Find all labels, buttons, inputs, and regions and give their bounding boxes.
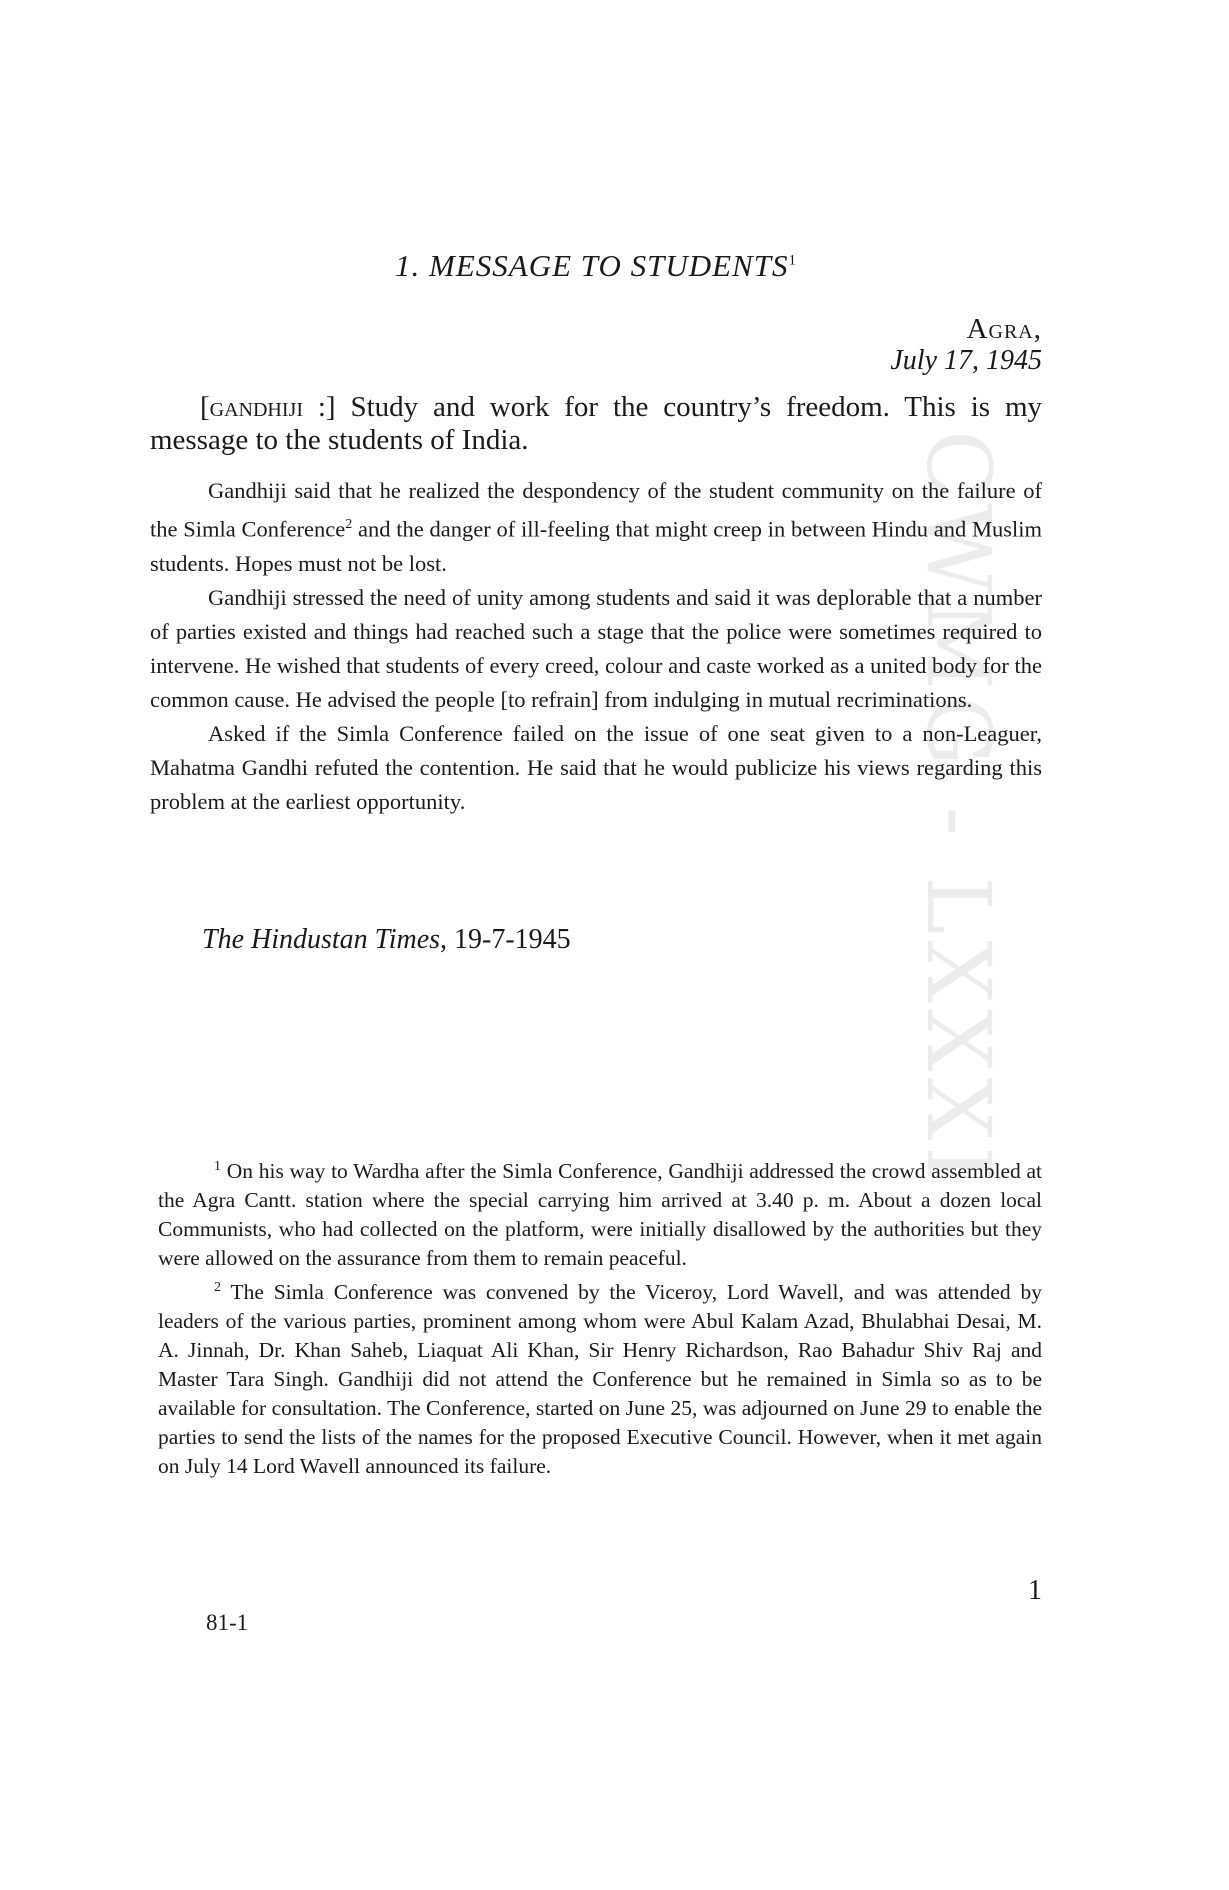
report-body	[150, 474, 1042, 819]
watermark: CWMG - LXXXI	[907, 430, 1010, 1188]
lead-speaker: [gandhiji :]	[200, 391, 336, 423]
footnote-number: 2	[214, 1280, 221, 1296]
dateline-place: Agra,	[966, 313, 1042, 345]
footnote-number: 1	[214, 1159, 221, 1174]
page-number: 1	[1028, 1575, 1042, 1606]
report-paragraph: Asked if the Simla Conference failed on the issue of one seat given to a non-Leaguer, Mahatma Gandhi refuted the contention. He said that he would publicize his views regarding this problem at the earliest opportunity.	[150, 720, 1042, 814]
source-publication: The Hindustan Times,	[202, 924, 448, 955]
printer-signature: 81-1	[206, 1610, 249, 1635]
lead-text: Study and work for the country’s freedom. This is my message to the students of India.	[150, 391, 1042, 456]
title-text: 1. MESSAGE TO STUDENTS	[395, 248, 789, 283]
source-date: 19-7-1945	[454, 924, 571, 955]
source-citation	[202, 924, 571, 956]
report-paragraph: Gandhiji said that he realized the despondency of the student community on the failure of the Simla Conference$^2$ and the danger of ill-feeling that might creep in between Hindu and Muslim students. Hopes must not be lost.	[150, 478, 1042, 576]
document-title	[150, 248, 1042, 284]
footnote-mark: 2	[345, 517, 353, 532]
footnote: $^1$ On his way to Wardha after the Simla Conference, Gandhiji addressed the crowd assembled at the Agra Cantt. station where the special carrying him arrived at 3.40 p. m. About a dozen local Communists, who had collected on the platform, were initially disallowed by the authorities but they were allowed on the assurance from them to remain peaceful.	[158, 1159, 1043, 1271]
lead-message	[150, 391, 1042, 457]
footnotes	[158, 1152, 1042, 1481]
report-paragraph: Gandhiji stressed the need of unity among students and said it was deplorable that a number of parties existed and things had reached such a stage that the police were sometimes required to intervene. He wished that students of every creed, colour and caste worked as a united body for the common cause. He advised the people [to refrain] from indulging in mutual recriminations.	[150, 584, 1042, 712]
title-footnote-mark: 1	[788, 252, 797, 269]
dateline-date: July 17, 1945	[890, 345, 1042, 376]
footnote: $^2$ The Simla Conference was convened by the Viceroy, Lord Wavell, and was attended by leaders of the various parties, prominent among whom were Abul Kalam Azad, Bhulabhai Desai, M. A. Jinnah, Dr. Khan Saheb, Liaquat Ali Khan, Sir Henry Richardson, Rao Bahadur Shiv Raj and Master Tara Singh. Gandhiji did not attend the Conference but he remained in Simla so as to be available for consultation. The Conference, started on June 25, was adjourned on June 29 to enable the parties to send the lists of the names for the proposed Executive Council. However, when it met again on July 14 Lord Wavell announced its failure.	[158, 1280, 1042, 1479]
